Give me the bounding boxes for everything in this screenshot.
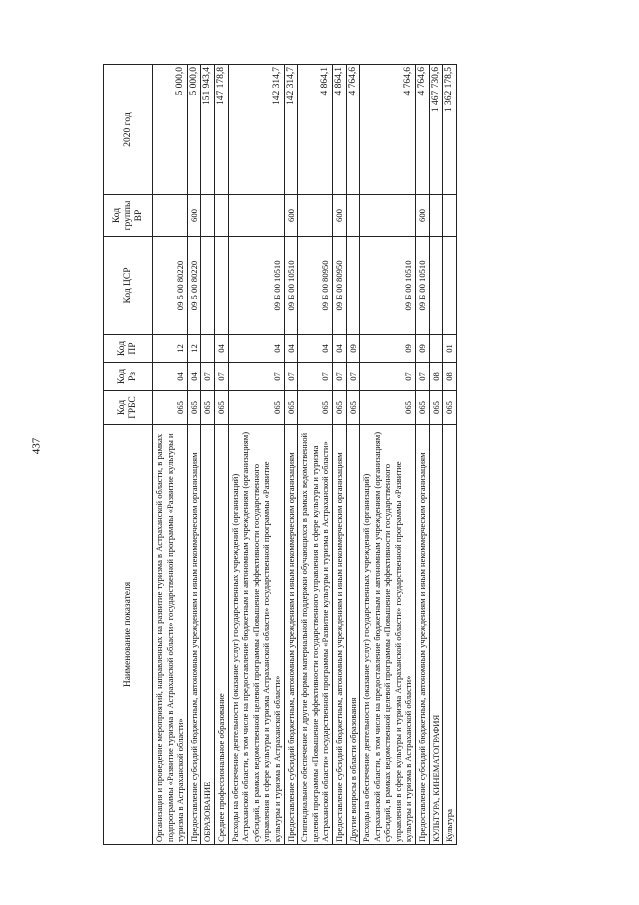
table-row <box>201 65 215 845</box>
row-pr: 09 <box>416 335 430 363</box>
row-rz: 07 <box>346 363 360 391</box>
table-row <box>214 65 228 845</box>
row-name: Предоставление субсидий бюджетным, автономным учреждениям и иным некоммерческим организациям <box>416 425 430 845</box>
header-name: Наименование показателя <box>104 425 153 845</box>
row-name: ОБРАЗОВАНИЕ <box>201 425 215 845</box>
row-amount: 4 764,6 <box>416 65 430 195</box>
row-grbs: 065 <box>214 391 228 425</box>
row-grbs: 065 <box>332 391 346 425</box>
row-grbs: 065 <box>346 391 360 425</box>
row-vr <box>429 195 443 237</box>
budget-table <box>103 64 457 845</box>
row-csr <box>346 237 360 335</box>
row-amount: 4 864,1 <box>298 65 333 195</box>
row-grbs: 065 <box>416 391 430 425</box>
row-amount: 4 764,6 <box>346 65 360 195</box>
row-vr <box>201 195 215 237</box>
row-csr: 09 Б 00 80950 <box>332 237 346 335</box>
row-csr: 09 5 00 80220 <box>187 237 201 335</box>
row-csr: 09 Б 00 10510 <box>360 237 416 335</box>
row-rz: 08 <box>429 363 443 391</box>
row-pr: 09 <box>346 335 360 363</box>
row-pr: 04 <box>332 335 346 363</box>
row-pr <box>201 335 215 363</box>
row-grbs: 065 <box>153 391 188 425</box>
header-rz: Код Рз <box>104 363 153 391</box>
header-row <box>104 65 153 845</box>
row-name: Организация и проведение мероприятий, направленных на развитие туризма в Астраханской области, в рамках подпрограммы «Развитие туризма в Астраханской области» государственной программы «Развитие культуры и туризма в Астраханской области» <box>153 425 188 845</box>
row-csr: 09 Б 00 10510 <box>416 237 430 335</box>
row-amount: 5 000,0 <box>153 65 188 195</box>
row-vr: 600 <box>416 195 430 237</box>
row-pr: 04 <box>284 335 298 363</box>
row-csr <box>201 237 215 335</box>
row-vr <box>298 195 333 237</box>
table-row <box>416 65 430 845</box>
table-row <box>346 65 360 845</box>
row-amount: 1 362 178,5 <box>443 65 457 195</box>
row-csr <box>214 237 228 335</box>
row-vr <box>360 195 416 237</box>
row-grbs: 065 <box>429 391 443 425</box>
rotated-table-container <box>103 65 623 845</box>
row-pr: 09 <box>360 335 416 363</box>
header-grbs: Код ГРБС <box>104 391 153 425</box>
row-rz: 08 <box>443 363 457 391</box>
table-row <box>187 65 201 845</box>
row-vr <box>228 195 284 237</box>
row-amount: 4 864,1 <box>332 65 346 195</box>
row-name: Расходы на обеспечение деятельности (оказание услуг) государственных учреждений (организаций) Астраханской области, в том числе на предоставление бюджетным и автономным учреждениям (организациям) субсидий, в рамках ведомственной целевой программы «Повышение эффективности государственного управления в сфере культуры и туризма Астраханской области» государственной программы «Развитие культуры и туризма в Астраханской области» <box>360 425 416 845</box>
row-amount: 5 000,0 <box>187 65 201 195</box>
row-rz: 07 <box>416 363 430 391</box>
row-pr <box>429 335 443 363</box>
table-row <box>332 65 346 845</box>
row-pr: 01 <box>443 335 457 363</box>
row-name: Предоставление субсидий бюджетным, автономным учреждениям и иным некоммерческим организациям <box>284 425 298 845</box>
row-rz: 07 <box>360 363 416 391</box>
table-row <box>284 65 298 845</box>
row-pr: 04 <box>298 335 333 363</box>
table-row <box>298 65 333 845</box>
row-csr: 09 Б 00 10510 <box>228 237 284 335</box>
header-pr: Код ПР <box>104 335 153 363</box>
row-csr: 09 Б 00 10510 <box>284 237 298 335</box>
row-vr <box>153 195 188 237</box>
row-csr: 09 5 00 80220 <box>153 237 188 335</box>
row-rz: 04 <box>187 363 201 391</box>
row-grbs: 065 <box>284 391 298 425</box>
row-grbs: 065 <box>360 391 416 425</box>
row-grbs: 065 <box>187 391 201 425</box>
row-vr <box>214 195 228 237</box>
row-amount: 1 467 730,6 <box>429 65 443 195</box>
row-grbs: 065 <box>298 391 333 425</box>
table-row <box>443 65 457 845</box>
row-vr: 600 <box>187 195 201 237</box>
header-vr: Код группы ВР <box>104 195 153 237</box>
row-csr <box>443 237 457 335</box>
table-row <box>153 65 188 845</box>
row-amount: 151 943,4 <box>201 65 215 195</box>
row-name: Другие вопросы в области образования <box>346 425 360 845</box>
row-csr: 09 Б 00 80950 <box>298 237 333 335</box>
row-pr: 12 <box>153 335 188 363</box>
row-rz: 07 <box>332 363 346 391</box>
row-vr: 600 <box>284 195 298 237</box>
row-grbs: 065 <box>228 391 284 425</box>
row-pr: 12 <box>187 335 201 363</box>
table-row <box>228 65 284 845</box>
row-name: Расходы на обеспечение деятельности (оказание услуг) государственных учреждений (организаций) Астраханской области, в том числе на предоставление бюджетным и автономным учреждениям (организациям) субсидий, в рамках ведомственной целевой программы «Повышение эффективности государственного управления в сфере культуры и туризма Астраханской области» государственной программы «Развитие культуры и туризма в Астраханской области» <box>228 425 284 845</box>
row-rz: 07 <box>214 363 228 391</box>
row-amount: 142 314,7 <box>284 65 298 195</box>
row-rz: 07 <box>298 363 333 391</box>
row-vr <box>443 195 457 237</box>
row-amount: 4 764,6 <box>360 65 416 195</box>
row-name: КУЛЬТУРА, КИНЕМАТОГРАФИЯ <box>429 425 443 845</box>
row-pr: 04 <box>214 335 228 363</box>
row-grbs: 065 <box>201 391 215 425</box>
row-rz: 04 <box>153 363 188 391</box>
row-rz: 07 <box>228 363 284 391</box>
row-amount: 142 314,7 <box>228 65 284 195</box>
row-grbs: 065 <box>443 391 457 425</box>
row-rz: 07 <box>201 363 215 391</box>
row-name: Предоставление субсидий бюджетным, автономным учреждениям и иным некоммерческим организациям <box>187 425 201 845</box>
row-name: Стипендиальное обеспечение и другие формы материальной поддержки обучающихся в рамках ведомственной целевой программы «Повышение эффективности государственного управления в сфере культуры и туризма Астраханской области» государственной программы «Развитие культуры и туризма в Астраханской области» <box>298 425 333 845</box>
row-csr <box>429 237 443 335</box>
row-name: Культура <box>443 425 457 845</box>
row-pr: 04 <box>228 335 284 363</box>
header-csr: Код ЦСР <box>104 237 153 335</box>
row-vr: 600 <box>332 195 346 237</box>
row-amount: 147 178,8 <box>214 65 228 195</box>
row-vr <box>346 195 360 237</box>
header-amount: 2020 год <box>104 65 153 195</box>
row-name: Предоставление субсидий бюджетным, автономным учреждениям и иным некоммерческим организациям <box>332 425 346 845</box>
table-row <box>429 65 443 845</box>
table-row <box>360 65 416 845</box>
row-rz: 07 <box>284 363 298 391</box>
row-name: Среднее профессиональное образование <box>214 425 228 845</box>
page-number: 437 <box>30 437 43 455</box>
